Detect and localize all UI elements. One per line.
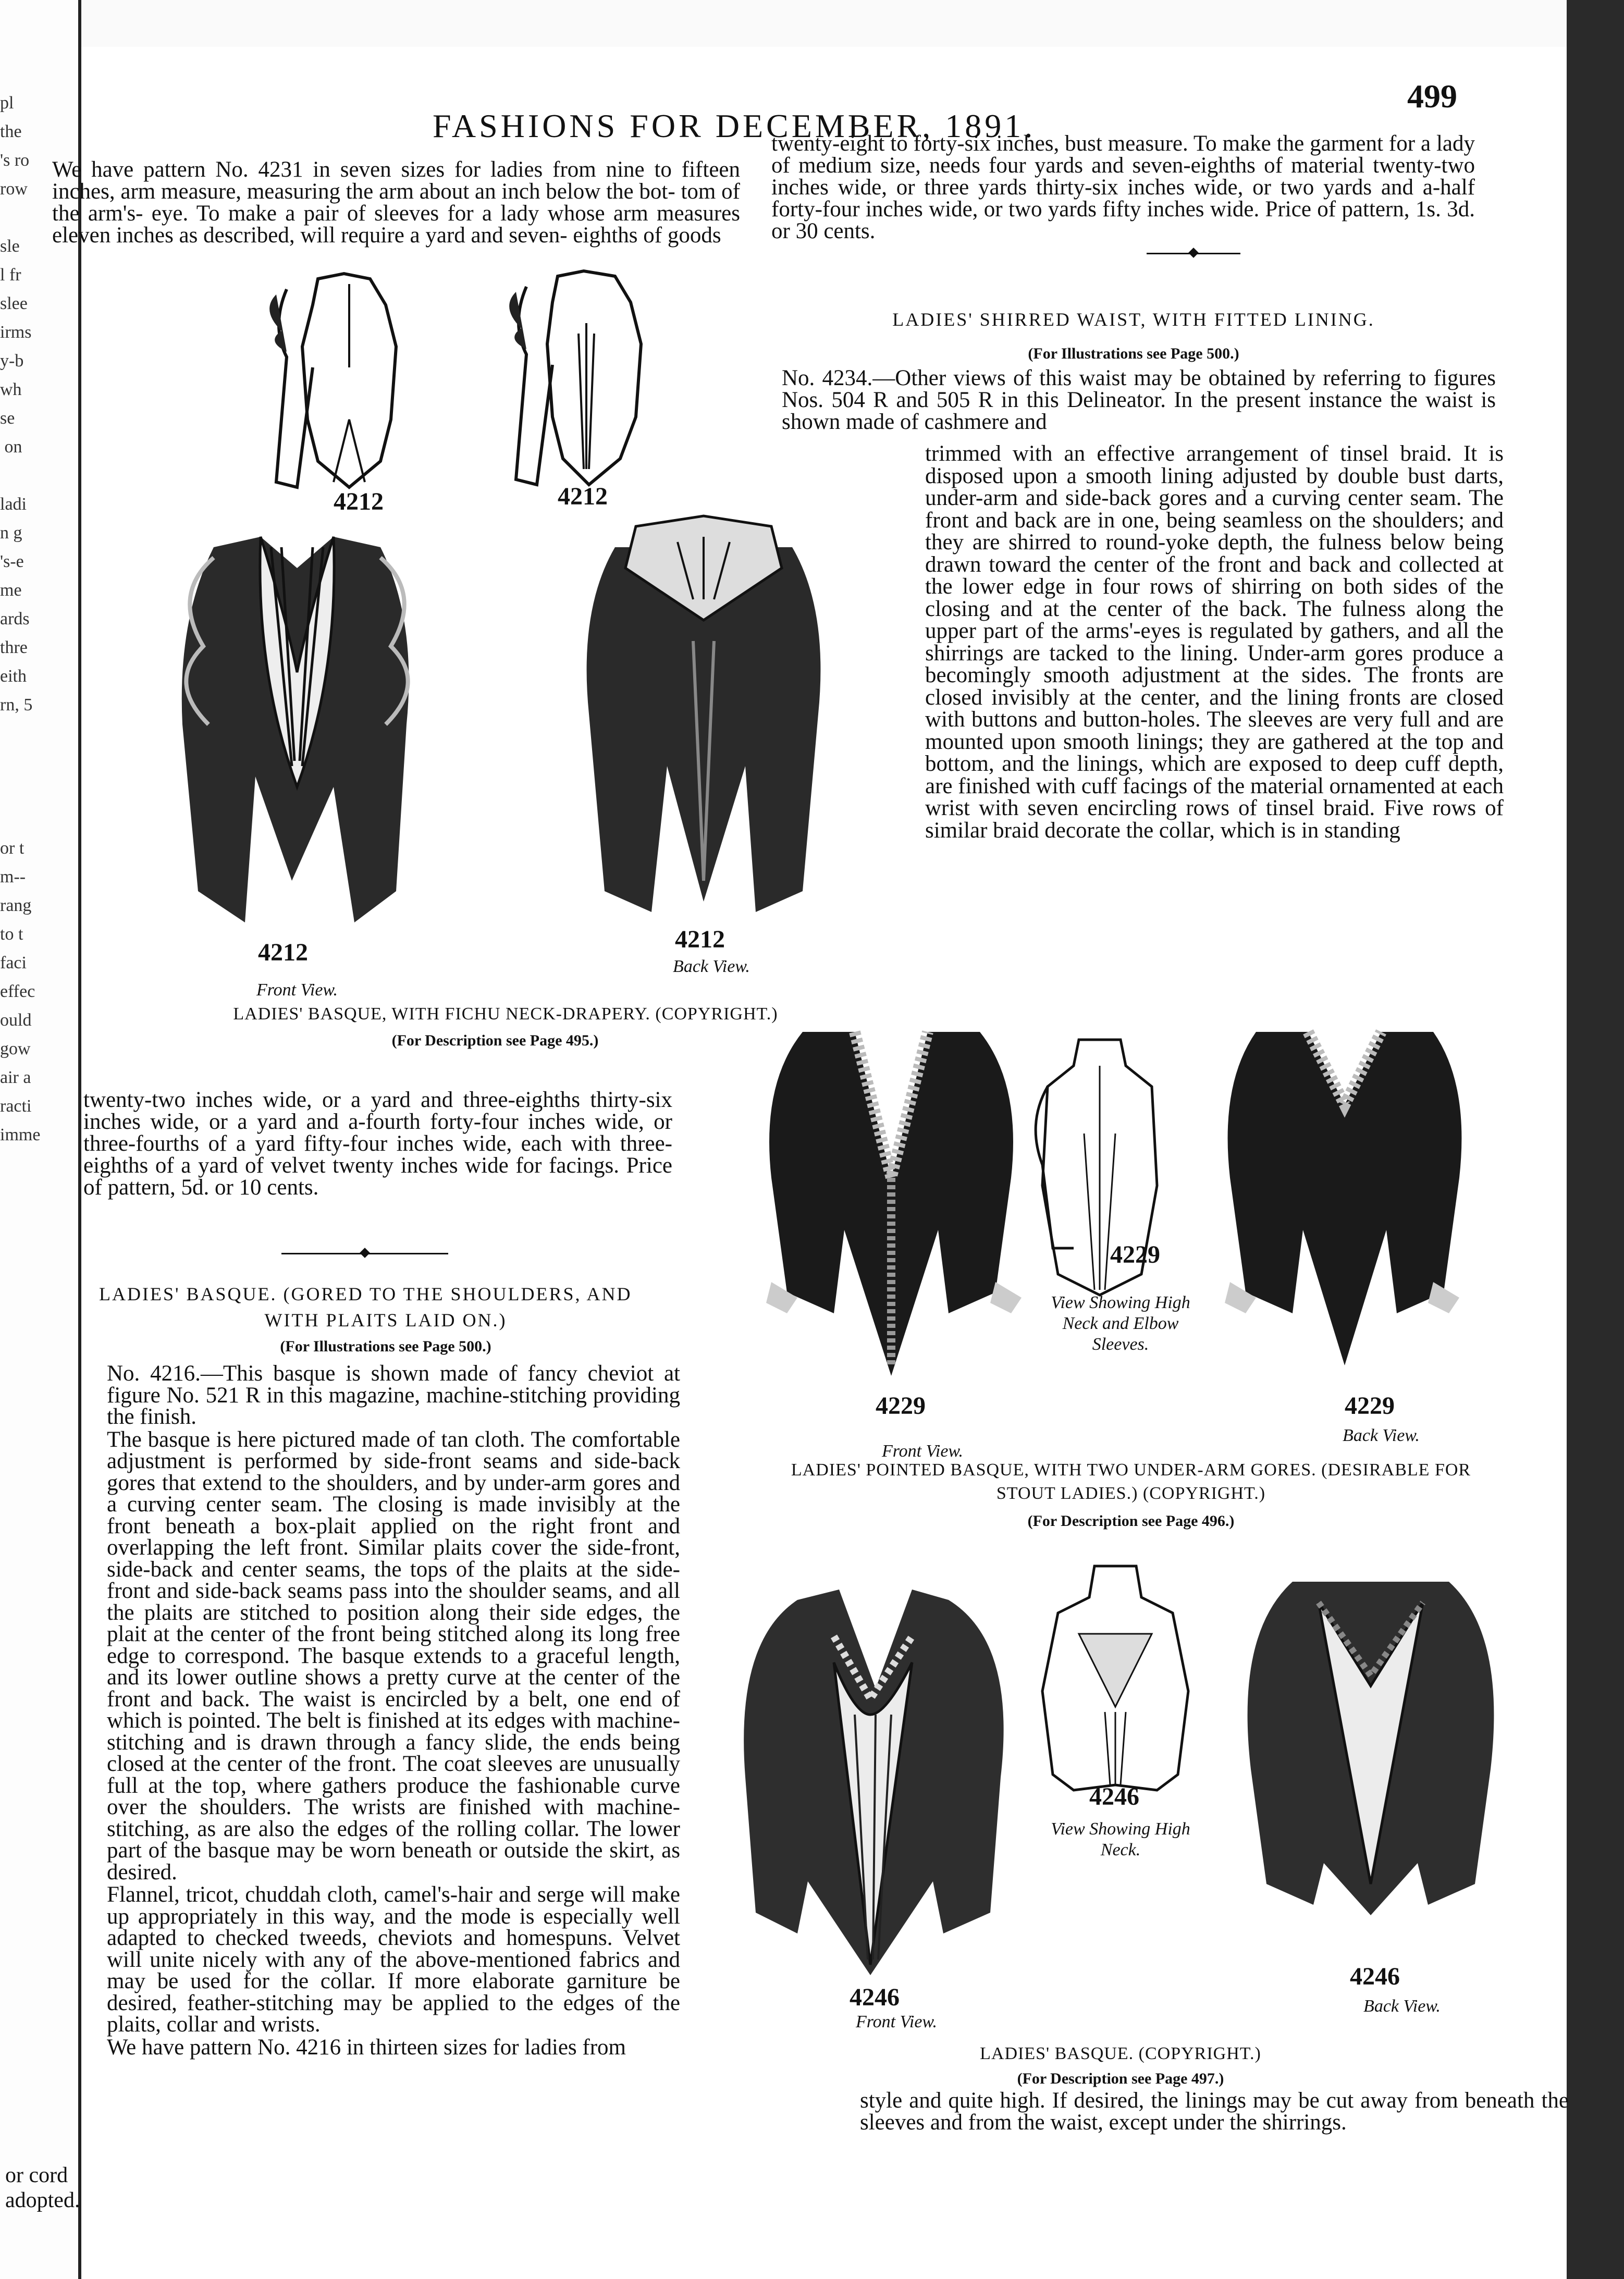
paragraph-shirred-continued: style and quite high. If desired, the linings may be cut away from beneath the sleeves and from the waist, except under the shirrings. [860, 2088, 1569, 2135]
figure-caption-4229: LADIES' POINTED BASQUE, WITH TWO UNDER-ARM GORES. (DESIRABLE FOR [791, 1460, 1471, 1480]
paragraph-pattern-4231: We have pattern No. 4231 in seven sizes for ladies from nine to fifteen inches, arm measure, measuring the arm about an inch below the bot- tom of the arm's- eye. To make a pair of sleeves for a lady whose arm measures eleven inches as described, will require a yard and seven- eighths of goods [52, 157, 740, 248]
facing-page-edge [0, 0, 81, 2279]
text-pattern-4231 [52, 159, 740, 248]
page-number: 499 [1407, 78, 1457, 115]
illustration-4212-sleeve-front [255, 263, 443, 503]
facing-page-bottom-text: or cord adopted. [5, 2163, 80, 2212]
pattern-number-label: 4229 [1345, 1392, 1395, 1420]
paragraph-4216-intro: No. 4216.—This basque is shown made of fancy cheviot at figure No. 521 R in this magazine, machine-stitching providing the finish. [107, 1361, 680, 1429]
pattern-number-label: 4229 [876, 1392, 926, 1420]
figure-subcaption-4246: (For Description see Page 497.) [1017, 2070, 1224, 2087]
text-shirred-body [925, 443, 1504, 843]
view-note-4229: View Showing High Neck and Elbow Sleeves. [1051, 1293, 1190, 1354]
page-title: FASHIONS FOR DECEMBER, 1891. [433, 107, 1036, 144]
text-shirred-continued [860, 2090, 1569, 2135]
pattern-number-label: 4212 [558, 483, 608, 510]
scan-shadow [1567, 0, 1624, 2279]
divider [1147, 253, 1240, 254]
heading-basque-4216: LADIES' BASQUE. (GORED TO THE SHOULDERS, AND [99, 1284, 632, 1304]
illustration-4229-back [1199, 1021, 1491, 1386]
illustration-4246-back [1225, 1550, 1517, 1926]
pattern-number-label: 4212 [675, 926, 725, 953]
text-top-right [771, 133, 1475, 243]
figure-subcaption-4212: (For Description see Page 495.) [391, 1032, 599, 1049]
illustration-4212-back [547, 506, 860, 938]
back-view-label: Back View. [673, 957, 750, 976]
heading-basque-4216-cont: WITH PLAITS LAID ON.) [264, 1310, 507, 1331]
paragraph-top-right: twenty-eight to forty-six inches, bust measure. To make the garment for a lady of medium size, needs four yards and seven-eighths of material twenty-two inches wide, or three yards thirty-six inches wide, or two yards and a-half forty-four inches wide, or two yards fifty inches wide. Price of pattern, 1s. 3d. or 30 cents. [771, 131, 1475, 243]
paragraph-shirred-body: trimmed with an effective arrangement of tinsel braid. It is disposed upon a smooth lining adjusted by double bust darts, under-arm and side-back gores and a curving center seam. The front and back are in one, being seamless on the shoulders; and they are shirred to round-yoke depth, the fulness below being drawn toward the center of the front and back and collected at the lower edge in four rows of shirring on both sides of the closing and at the center of the back. The fulness along the upper part of the arms'-eyes is regulated by gathers, and all the shirrings are tacked to the lining. Under-arm gores produce a becomingly smooth adjustment at the sides. The fronts are closed invisibly at the center, and the lining fronts are closed with buttons and button-holes. The sleeves are very full and are mounted upon smooth linings; they are gathered at the top and bottom, and the linings, which are exposed to deep cuff depth, are finished with cuff facings of the material ornamented at each wrist with seven encircling rows of tinsel braid. Five rows of similar braid decorate the collar, which is in standing [925, 441, 1504, 843]
figure-caption-4212: LADIES' BASQUE, WITH FICHU NECK-DRAPERY. (COPYRIGHT.) [233, 1004, 778, 1024]
figure-caption-4229-cont: STOUT LADIES.) (COPYRIGHT.) [996, 1484, 1266, 1503]
front-view-label: Front View. [881, 1442, 964, 1461]
front-view-label: Front View. [855, 2012, 938, 2031]
heading-shirred-waist: LADIES' SHIRRED WAIST, WITH FITTED LINING. [892, 309, 1375, 330]
back-view-label: Back View. [1343, 1426, 1420, 1445]
text-pattern-4212-continued [83, 1089, 672, 1200]
paragraph-pattern-4212: twenty-two inches wide, or a yard and three-eighths thirty-six inches wide, or a yard and a-fourth forty-four inches wide, or three-fourths of a yard fifty-four inches wide, each with three-eighths of a yard of velvet twenty inches wide for facings. Price of pattern, 5d. or 10 cents. [83, 1088, 672, 1200]
figure-subcaption-4229: (For Description see Page 496.) [1027, 1512, 1235, 1530]
pattern-number-label: 4246 [1089, 1783, 1139, 1810]
paragraph-4216-fabrics: Flannel, tricot, chuddah cloth, camel's-hair and serge will make up appropriately in this way, and the mode is especially well adapted to checked tweeds, cheviots and homespuns. Velvet will unite nicely with any of the above-mentioned fabrics and may be used for the collar. If more elaborate garniture be desired, feather-stitching may be applied to the edges of the plaits, collar and wrists. [107, 1882, 680, 2037]
view-note-4246: View Showing High Neck. [1051, 1819, 1190, 1859]
illustration-4212-front [136, 516, 459, 943]
pattern-number-label: 4246 [1350, 1963, 1400, 1990]
paragraph-shirred-intro: No. 4234.—Other views of this waist may be obtained by referring to figures Nos. 504 R and 505 R in this Delineator. In the present instance the waist is shown made of cashmere and [782, 366, 1496, 434]
subheading-shirred-waist: (For Illustrations see Page 500.) [1028, 345, 1239, 362]
figure-caption-4246: LADIES' BASQUE. (COPYRIGHT.) [980, 2044, 1261, 2063]
divider [281, 1253, 448, 1254]
text-shirred-intro [782, 367, 1496, 434]
pattern-number-label: 4229 [1110, 1241, 1160, 1268]
paragraph-4216-pattern: We have pattern No. 4216 in thirteen sizes for ladies from [107, 2035, 626, 2060]
illustration-4212-sleeve-back [495, 261, 683, 500]
back-view-label: Back View. [1363, 1997, 1441, 2016]
facing-page-text: pl the 's ro row sle l fr slee irms y-b wh se on ladi n g 's-e me ards thre eith rn, 5 or t m-- rang to t faci effec ould gow air a racti imme [0, 93, 41, 1144]
text-basque-4216 [107, 1363, 680, 2059]
subheading-basque-4216: (For Illustrations see Page 500.) [280, 1338, 491, 1355]
pattern-number-label: 4212 [258, 939, 308, 966]
front-view-label: Front View. [256, 980, 338, 1000]
illustration-4246-front [714, 1558, 1037, 1986]
illustration-4229-front [740, 1021, 1042, 1386]
pattern-number-label: 4246 [850, 1984, 900, 2011]
pattern-number-label: 4212 [334, 488, 384, 515]
page-top-margin [0, 0, 1624, 47]
illustration-4246-high-neck [1022, 1556, 1209, 1806]
paragraph-4216-body: The basque is here pictured made of tan cloth. The comfortable adjustment is performed by side-front seams and side-back gores that extend to the shoulders, and by under-arm gores and a curving center seam. The closing is made invisibly at the front beneath a box-plait applied on the right front and overlapping the left front. Similar plaits cover the side-front, side-back and center seams, the tops of the plaits at the side-front and side-back seams pass into the shoulder seams, and all the plaits are stitched to position along their side edges, the plait at the center of the front being stitched along its long free edge to correspond. The basque extends to a graceful length, and its lower outline shows a pretty curve at the center of the front and back. The waist is encircled by a belt, one end of which is pointed. The belt is finished at its edges with machine-stitching and is drawn through a fancy slide, the ends being closed at the center of the front. The coat sleeves are unusually full at the top, where gathers produce the fashionable curve over the shoulders. The wrists are finished with machine-stitching, as are also the edges of the rolling collar. The lower part of the basque may be worn beneath or outside the skirt, as desired. [107, 1427, 680, 1884]
